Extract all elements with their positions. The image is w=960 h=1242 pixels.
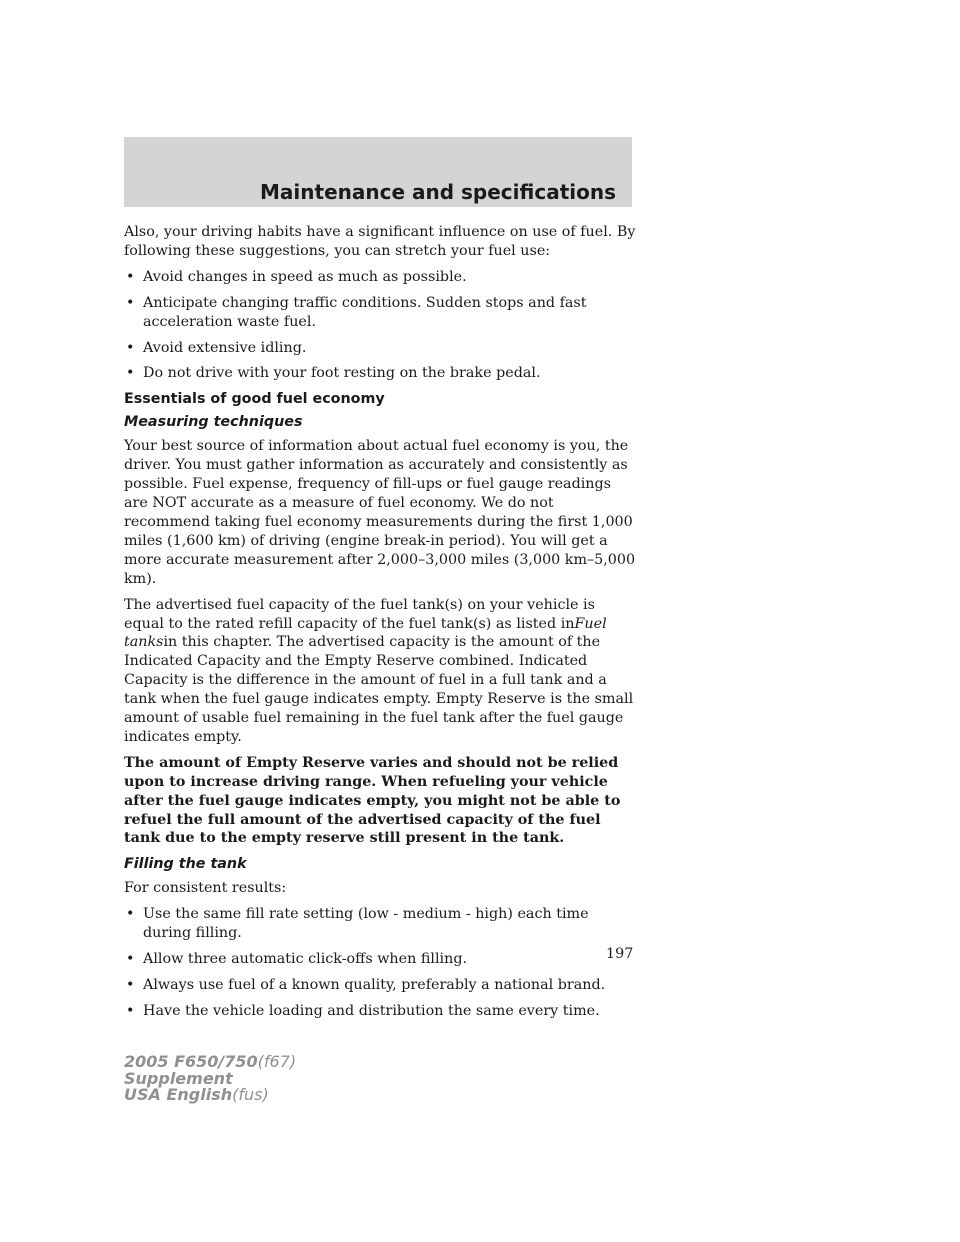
intro-paragraph: Also, your driving habits have a significant influence on use of fuel. By following these suggestions, you can stretch your fuel use: (124, 224, 636, 259)
fuel-tips-list (124, 268, 636, 384)
fuel-tanks-reference: Fuel tanks (124, 615, 607, 651)
list-item: • Do not drive with your foot resting on the brake pedal. (126, 365, 541, 382)
bullet-icon: • (126, 365, 135, 382)
footer-imprint (124, 1054, 296, 1104)
list-item: • Allow three automatic click-offs when filling. (126, 951, 468, 968)
bullet-icon: • (126, 268, 135, 285)
section-heading: Essentials of good fuel economy (124, 391, 385, 408)
filling-heading: Filling the tank (124, 856, 247, 873)
bullet-icon: • (126, 339, 135, 356)
footer-supplement-line: Supplement (124, 1068, 233, 1088)
list-item: • Anticipate changing traffic conditions. Sudden stops and fast acceleration waste fuel. (126, 294, 587, 330)
list-item: • Avoid extensive idling. (126, 339, 307, 356)
footer-language-line: USA English(fus) (124, 1085, 269, 1104)
footer-model-line: 2005 F650/750(f67) (124, 1052, 297, 1071)
empty-reserve-warning: The amount of Empty Reserve varies and should not be relied upon to increase driving range. When refueling your vehicle after the fuel gauge indicates empty, you might not be able to refuel the full amount of the advertised capacity of the fuel tank due to the empty reserve still present in the tank. (124, 754, 621, 847)
bullet-icon: • (126, 294, 135, 311)
list-item: • Have the vehicle loading and distribution the same every time. (126, 1002, 600, 1019)
list-item: • Always use fuel of a known quality, preferably a national brand. (126, 977, 606, 993)
page-number: 197 (606, 946, 634, 962)
section-header-title: Maintenance and specifications (260, 180, 616, 204)
measuring-heading: Measuring techniques (124, 414, 303, 431)
filling-tips-list (124, 905, 636, 1021)
bullet-icon: • (126, 951, 135, 968)
capacity-paragraph: The advertised fuel capacity of the fuel tank(s) on your vehicle is equal to the rated refill capacity of the fuel tank(s) as listed inFuel tanksin this chapter. The advertised capacity is the amount of the Indicated Capacity and the Empty Reserve combined. Indicated Capacity is the difference in the amount of fuel in a full tank and a tank when the fuel gauge indicates empty. Empty Reserve is the small amount of usable fuel remaining in the fuel tank after the fuel gauge indicates empty. (124, 596, 634, 745)
filling-intro: For consistent results: (124, 880, 287, 897)
section-header-band (124, 137, 632, 207)
list-item: • Avoid changes in speed as much as possible. (126, 268, 467, 285)
bullet-icon: • (126, 906, 135, 923)
bullet-icon: • (126, 1002, 135, 1019)
bullet-icon: • (126, 977, 135, 993)
measuring-paragraph: Your best source of information about actual fuel economy is you, the driver. You must gather information as accurately and consistently as possible. Fuel expense, frequency of fill-ups or fuel gauge readings are NOT accurate as a measure of fuel economy. We do not recommend taking fuel economy measurements during the first 1,000 miles (1,600 km) of driving (engine break-in period). You will get a more accurate measurement after 2,000–3,000 miles (3,000 km–5,000 km). (124, 438, 636, 587)
page-content (124, 223, 636, 1028)
list-item: • Use the same fill rate setting (low - medium - high) each time during filling. (126, 906, 589, 942)
